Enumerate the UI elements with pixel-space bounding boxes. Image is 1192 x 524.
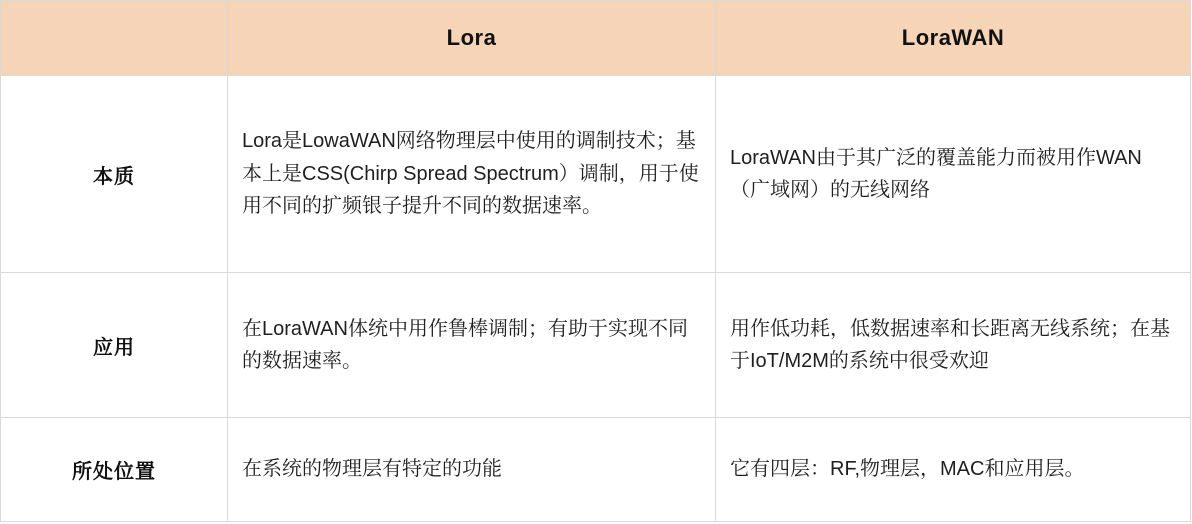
table-header bbox=[1, 1, 1191, 76]
cell-position-lorawan: 它有四层：RF,物理层，MAC和应用层。 bbox=[716, 418, 1191, 522]
table-row bbox=[1, 76, 1191, 273]
row-label-position: 所处位置 bbox=[1, 418, 228, 522]
table-row bbox=[1, 418, 1191, 522]
cell-essence-lorawan: LoraWAN由于其广泛的覆盖能力而被用作WAN（广域网）的无线网络 bbox=[716, 76, 1191, 273]
column-header-lora: Lora bbox=[228, 1, 716, 76]
table-row bbox=[1, 273, 1191, 418]
table-corner-cell bbox=[1, 1, 228, 76]
cell-essence-lora: Lora是LowaWAN网络物理层中使用的调制技术；基本上是CSS(Chirp Spread Spectrum）调制，用于使用不同的扩频银子提升不同的数据速率。 bbox=[228, 76, 716, 273]
cell-application-lora: 在LoraWAN体统中用作鲁棒调制；有助于实现不同的数据速率。 bbox=[228, 273, 716, 418]
table-body bbox=[1, 76, 1191, 522]
column-header-lorawan: LoraWAN bbox=[716, 1, 1191, 76]
cell-position-lora: 在系统的物理层有特定的功能 bbox=[228, 418, 716, 522]
row-label-application: 应用 bbox=[1, 273, 228, 418]
table-header-row bbox=[1, 1, 1191, 76]
cell-application-lorawan: 用作低功耗，低数据速率和长距离无线系统；在基于IoT/M2M的系统中很受欢迎 bbox=[716, 273, 1191, 418]
row-label-essence: 本质 bbox=[1, 76, 228, 273]
